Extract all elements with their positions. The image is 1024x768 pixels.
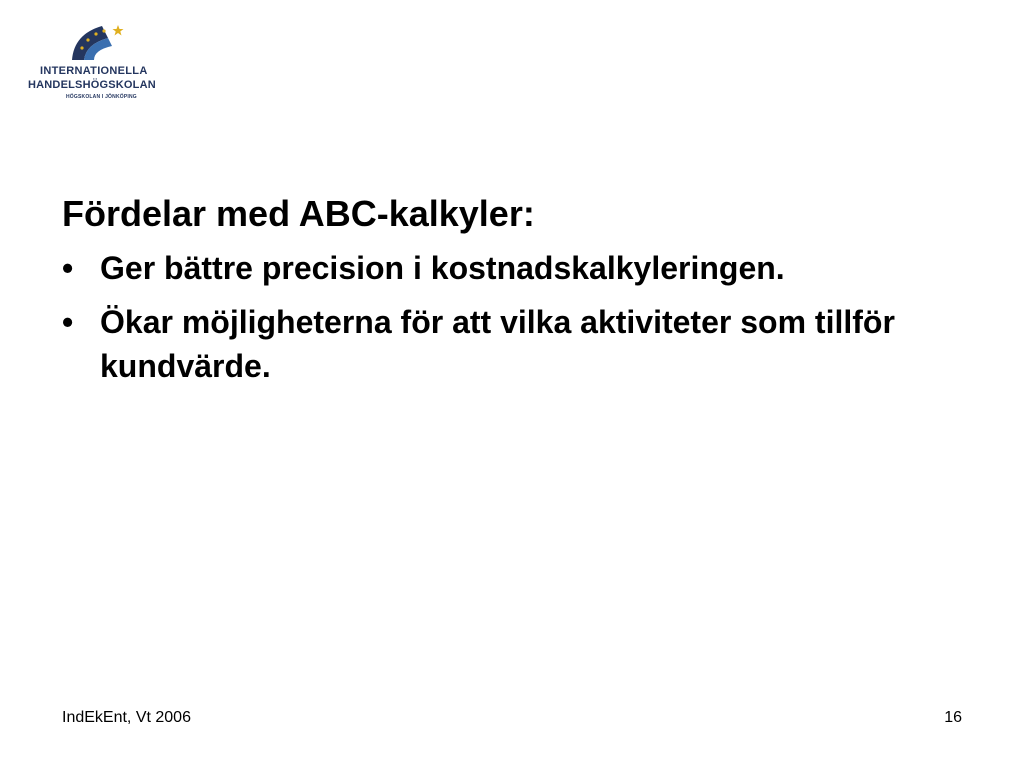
footer-page-number: 16 [944,709,962,726]
bullet-item [62,246,930,290]
bullet-marker: • [62,304,74,340]
bullet-marker: • [62,250,74,286]
logo-text-line1: INTERNATIONELLA [40,65,148,77]
logo-emblem-icon [68,22,128,64]
logo-text-line2: HANDELSHÖGSKOLAN [28,79,156,91]
school-logo [28,22,168,102]
bullet-item [62,300,930,388]
slide-heading: Fördelar med ABC-kalkyler: [62,193,535,234]
bullet-text: Ökar möjligheterna för att vilka aktiviteter som tillför kundvärde. [100,304,895,384]
logo-text-line3: HÖGSKOLAN I JÖNKÖPING [66,94,137,100]
footer-course-label: IndEkEnt, Vt 2006 [62,709,191,726]
slide-content [62,192,982,398]
bullet-list [62,246,982,388]
bullet-text: Ger bättre precision i kostnadskalkyleringen. [100,250,785,286]
